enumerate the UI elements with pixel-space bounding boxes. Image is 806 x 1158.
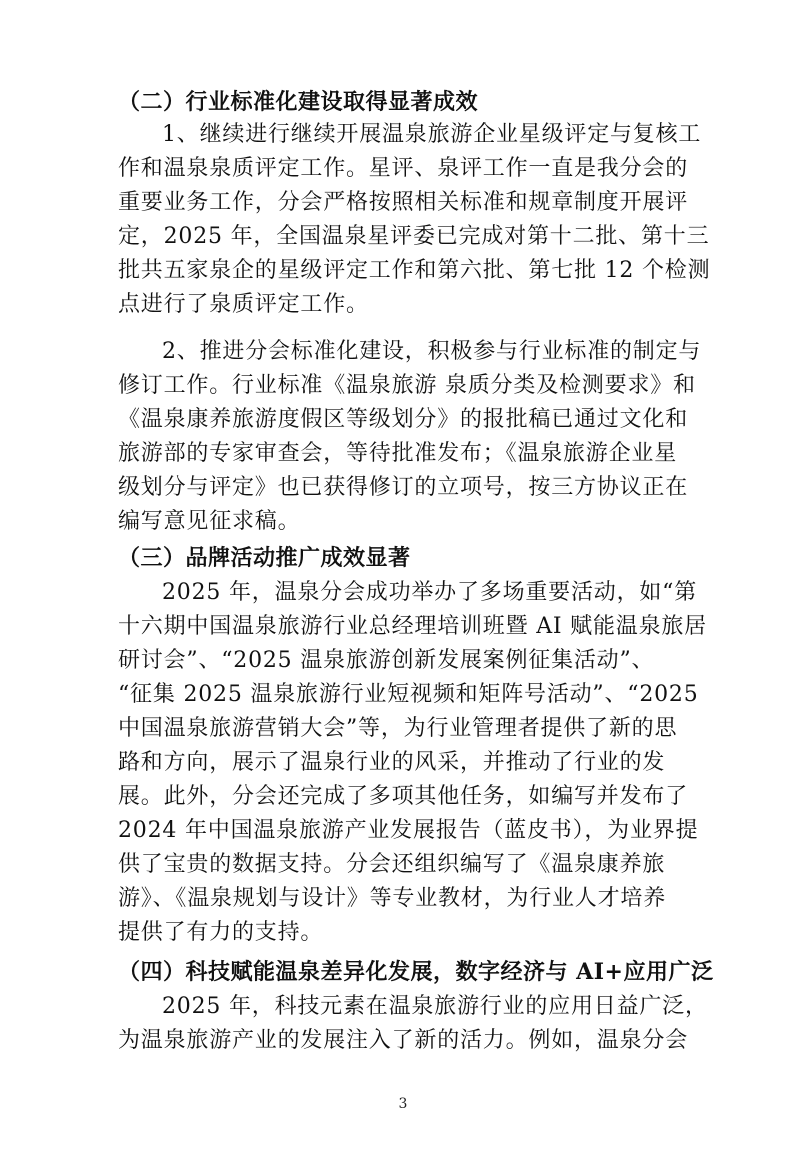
paragraph-line: 十六期中国温泉旅游行业总经理培训班暨 AI 赋能温泉旅居 bbox=[118, 614, 707, 639]
paragraph-line: 2025 年，科技元素在温泉旅游行业的应用日益广泛， bbox=[162, 994, 708, 1019]
paragraph-line: 供了宝贵的数据支持。分会还组织编写了《温泉康养旅 bbox=[118, 852, 666, 877]
paragraph-line: 游》、《温泉规划与设计》等专业教材，为行业人才培养 bbox=[118, 886, 667, 911]
paragraph-line: 点进行了泉质评定工作。 bbox=[118, 292, 369, 317]
paragraph-line: 定，2025 年，全国温泉星评委已完成对第十二批、第十三 bbox=[118, 224, 710, 249]
section-heading: （二）行业标准化建设取得显著成效 bbox=[118, 89, 479, 115]
paragraph-line: 1、继续进行继续开展温泉旅游企业星级评定与复核工 bbox=[162, 122, 702, 147]
paragraph-line: 《温泉康养旅游度假区等级划分》的报批稿已通过文化和 bbox=[118, 407, 689, 432]
paragraph-line: 旅游部的专家审查会，等待批准发布；《温泉旅游企业星 bbox=[118, 441, 678, 466]
paragraph-line: 研讨会”、“2025 温泉旅游创新发展案例征集活动”、 bbox=[118, 648, 655, 673]
paragraph-line: 展。此外，分会还完成了多项其他任务，如编写并发布了 bbox=[118, 784, 689, 809]
paragraph-line: 为温泉旅游产业的发展注入了新的活力。例如，温泉分会 bbox=[118, 1028, 689, 1053]
section-heading: （三）品牌活动推广成效显著 bbox=[118, 545, 411, 571]
section-heading: （四）科技赋能温泉差异化发展，数字经济与 AI+应用广泛 bbox=[118, 959, 714, 985]
paragraph-line: 编写意见征求稿。 bbox=[118, 509, 301, 534]
paragraph-line: 重要业务工作，分会严格按照相关标准和规章制度开展评 bbox=[118, 190, 689, 215]
paragraph-line: 修订工作。行业标准《温泉旅游 泉质分类及检测要求》和 bbox=[118, 373, 696, 398]
paragraph-line: 作和温泉泉质评定工作。星评、泉评工作一直是我分会的 bbox=[118, 156, 689, 181]
page-number: 3 bbox=[398, 1096, 408, 1112]
paragraph-line: 2025 年，温泉分会成功举办了多场重要活动，如“第 bbox=[162, 580, 698, 605]
paragraph-line: 2、推进分会标准化建设，积极参与行业标准的制定与 bbox=[162, 339, 702, 364]
paragraph-line: 级划分与评定》也已获得修订的立项号，按三方协议正在 bbox=[118, 475, 689, 500]
paragraph-line: 提供了有力的支持。 bbox=[118, 920, 324, 945]
paragraph-line: 路和方向，展示了温泉行业的风采，并推动了行业的发 bbox=[118, 750, 666, 775]
paragraph-line: 中国温泉旅游营销大会”等，为行业管理者提供了新的思 bbox=[118, 716, 678, 741]
paragraph-line: “征集 2025 温泉旅游行业短视频和矩阵号活动”、“2025 bbox=[118, 682, 699, 707]
paragraph-line: 2024 年中国温泉旅游产业发展报告（蓝皮书），为业界提 bbox=[118, 818, 699, 843]
paragraph-line: 批共五家泉企的星级评定工作和第六批、第七批 12 个检测 bbox=[118, 258, 711, 283]
